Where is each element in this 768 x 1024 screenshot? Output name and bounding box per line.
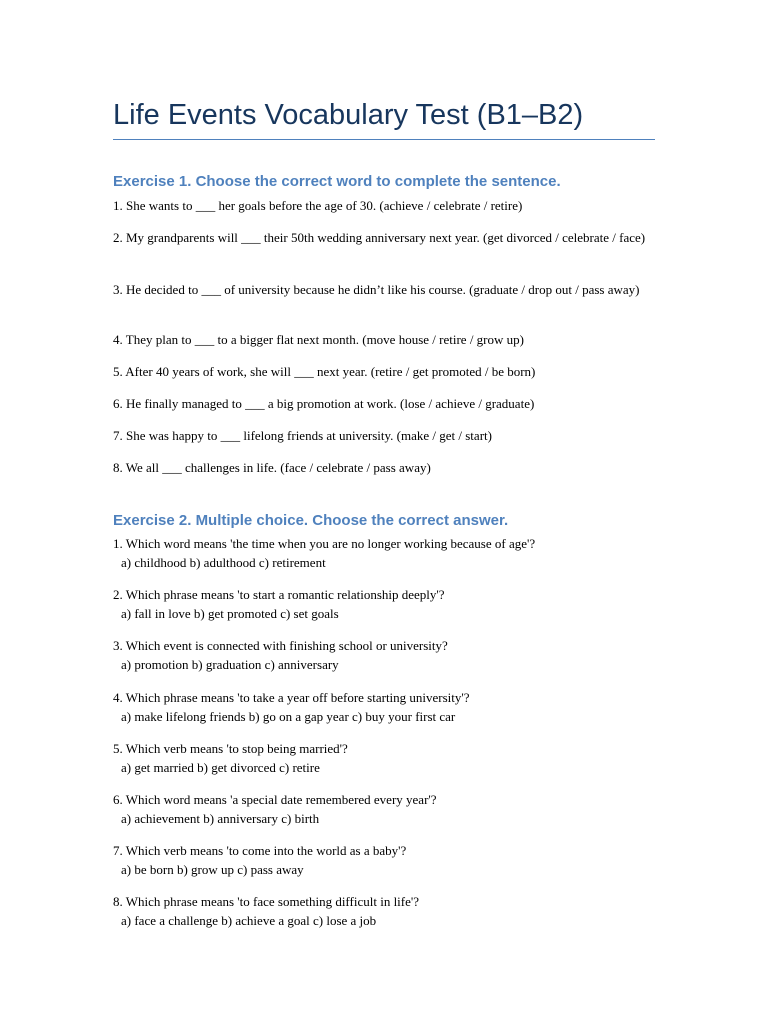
exercise-2-item [113,892,655,930]
answer-options: a) promotion b) graduation c) anniversary [121,657,339,672]
exercise-2-item [113,739,655,777]
exercise-2-item [113,636,655,674]
page-title: Life Events Vocabulary Test (B1–B2) [113,99,584,131]
exercise-1-item: 1. She wants to ___ her goals before the age of 30. (achieve / celebrate / retire) [113,198,523,213]
answer-options: a) childhood b) adulthood c) retirement [121,555,326,570]
answer-options: a) fall in love b) get promoted c) set goals [121,606,339,621]
exercise-1-item: 4. They plan to ___ to a bigger flat next month. (move house / retire / grow up) [113,332,524,347]
exercise-1-item: 6. He finally managed to ___ a big promotion at work. (lose / achieve / graduate) [113,396,535,411]
question-text: 6. Which word means 'a special date remembered every year'? [113,792,437,807]
exercise-2-item [113,585,655,623]
exercise-2-item [113,534,655,572]
answer-options: a) get married b) get divorced c) retire [121,760,320,775]
question-text: 2. Which phrase means 'to start a romantic relationship deeply'? [113,587,445,602]
exercise-1-item: 8. We all ___ challenges in life. (face / celebrate / pass away) [113,460,431,475]
exercise-2-heading: Exercise 2. Multiple choice. Choose the correct answer. [113,512,509,529]
exercise-1-item: 5. After 40 years of work, she will ___ next year. (retire / get promoted / be born) [113,364,536,379]
answer-options: a) make lifelong friends b) go on a gap year c) buy your first car [121,709,456,724]
answer-options: a) be born b) grow up c) pass away [121,862,304,877]
answer-options: a) achievement b) anniversary c) birth [121,811,320,826]
exercise-2-item [113,688,655,726]
exercise-2-item [113,790,655,828]
exercise-1-item: 3. He decided to ___ of university because he didn’t like his course. (graduate / drop out / pass away) [113,282,640,297]
question-text: 1. Which word means 'the time when you are no longer working because of age'? [113,536,536,551]
question-text: 3. Which event is connected with finishing school or university? [113,638,448,653]
answer-options: a) face a challenge b) achieve a goal c) lose a job [121,913,377,928]
title-underline [113,139,655,140]
question-text: 7. Which verb means 'to come into the world as a baby'? [113,843,407,858]
question-text: 5. Which verb means 'to stop being married'? [113,741,348,756]
question-text: 4. Which phrase means 'to take a year off before starting university'? [113,690,470,705]
exercise-1-item: 2. My grandparents will ___ their 50th wedding anniversary next year. (get divorced / celebrate / face) [113,230,646,245]
exercise-1-heading: Exercise 1. Choose the correct word to complete the sentence. [113,173,561,190]
exercise-1-item: 7. She was happy to ___ lifelong friends at university. (make / get / start) [113,428,492,443]
exercise-2-item [113,841,655,879]
question-text: 8. Which phrase means 'to face something difficult in life'? [113,894,420,909]
